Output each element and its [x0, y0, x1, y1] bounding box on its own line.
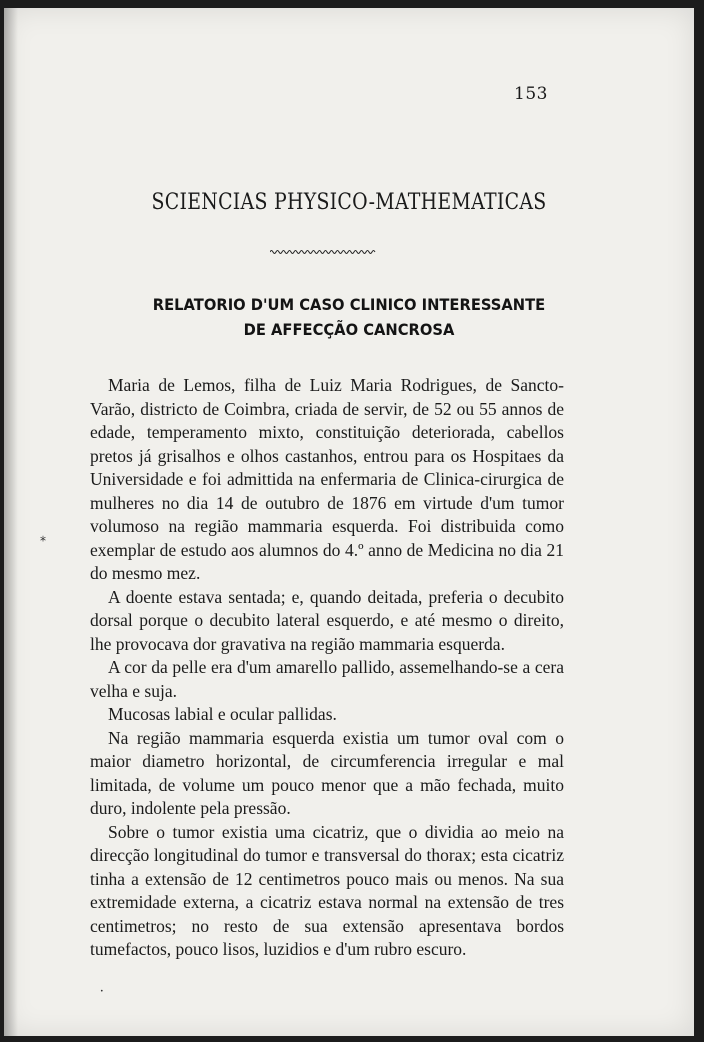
page-gutter-shadow: [4, 8, 18, 1036]
book-page: [4, 8, 694, 1036]
paragraph: A doente estava sentada; e, quando deitada, preferia o decubito dorsal porque o decubito lateral esquerdo, e até mesmo o direito, lhe provocava dor gravativa na região mammaria esquerda.: [90, 586, 564, 654]
wavy-rule-ornament: [270, 248, 376, 256]
ink-speck: ⁎: [40, 530, 46, 544]
paragraph: Maria de Lemos, filha de Luiz Maria Rodrigues, de Sancto-Varão, districto de Coimbra, criada de servir, de 52 ou 55 annos de edade, temperamento mixto, constituição deteriorada, cabellos pretos já grisalhos e olhos castanhos, entrou para os Hospitaes da Universidade e foi admittida na enfermaria de Clinica-cirurgica de mulheres no dia 14 de outubro de 1876 em virtude d'um tumor volumoso na região mammaria esquerda. Foi distribuida como exemplar de estudo aos alumnos do 4.º anno de Medicina no dia 21 do mesmo mez.: [90, 375, 564, 583]
paragraph: Mucosas labial e ocular pallidas.: [108, 704, 337, 724]
page-number: 153: [514, 84, 548, 104]
article-title-line-2: DE AFFECÇÃO CANCROSA: [243, 320, 455, 339]
article-title-line-1: RELATORIO D'UM CASO CLINICO INTERESSANTE: [152, 295, 546, 314]
paragraph: Na região mammaria esquerda existia um tumor oval com o maior diametro horizontal, de circumferencia irregular e mal limitada, de volume um pouco menor que a mão fechada, muito duro, indolente pela pressão.: [90, 727, 564, 818]
ink-speck: •: [100, 988, 104, 995]
article-body: [90, 374, 564, 962]
paragraph: A cor da pelle era d'um amarello pallido, assemelhando-se a cera velha e suja.: [90, 657, 564, 701]
paragraph: Sobre o tumor existia uma cicatriz, que o dividia ao meio na direcção longitudinal do tumor e transversal do thorax; esta cicatriz tinha a extensão de 12 centimetros pouco mais ou menos. Na sua extremidade externa, a cicatriz estava normal na extensão de tres centimetros; no resto de sua extensão apresentava bordos tumefactos, pouco lisos, luzidios e d'um rubro escuro.: [90, 821, 564, 959]
section-title: SCIENCIAS PHYSICO-MATHEMATICAS: [151, 190, 547, 215]
